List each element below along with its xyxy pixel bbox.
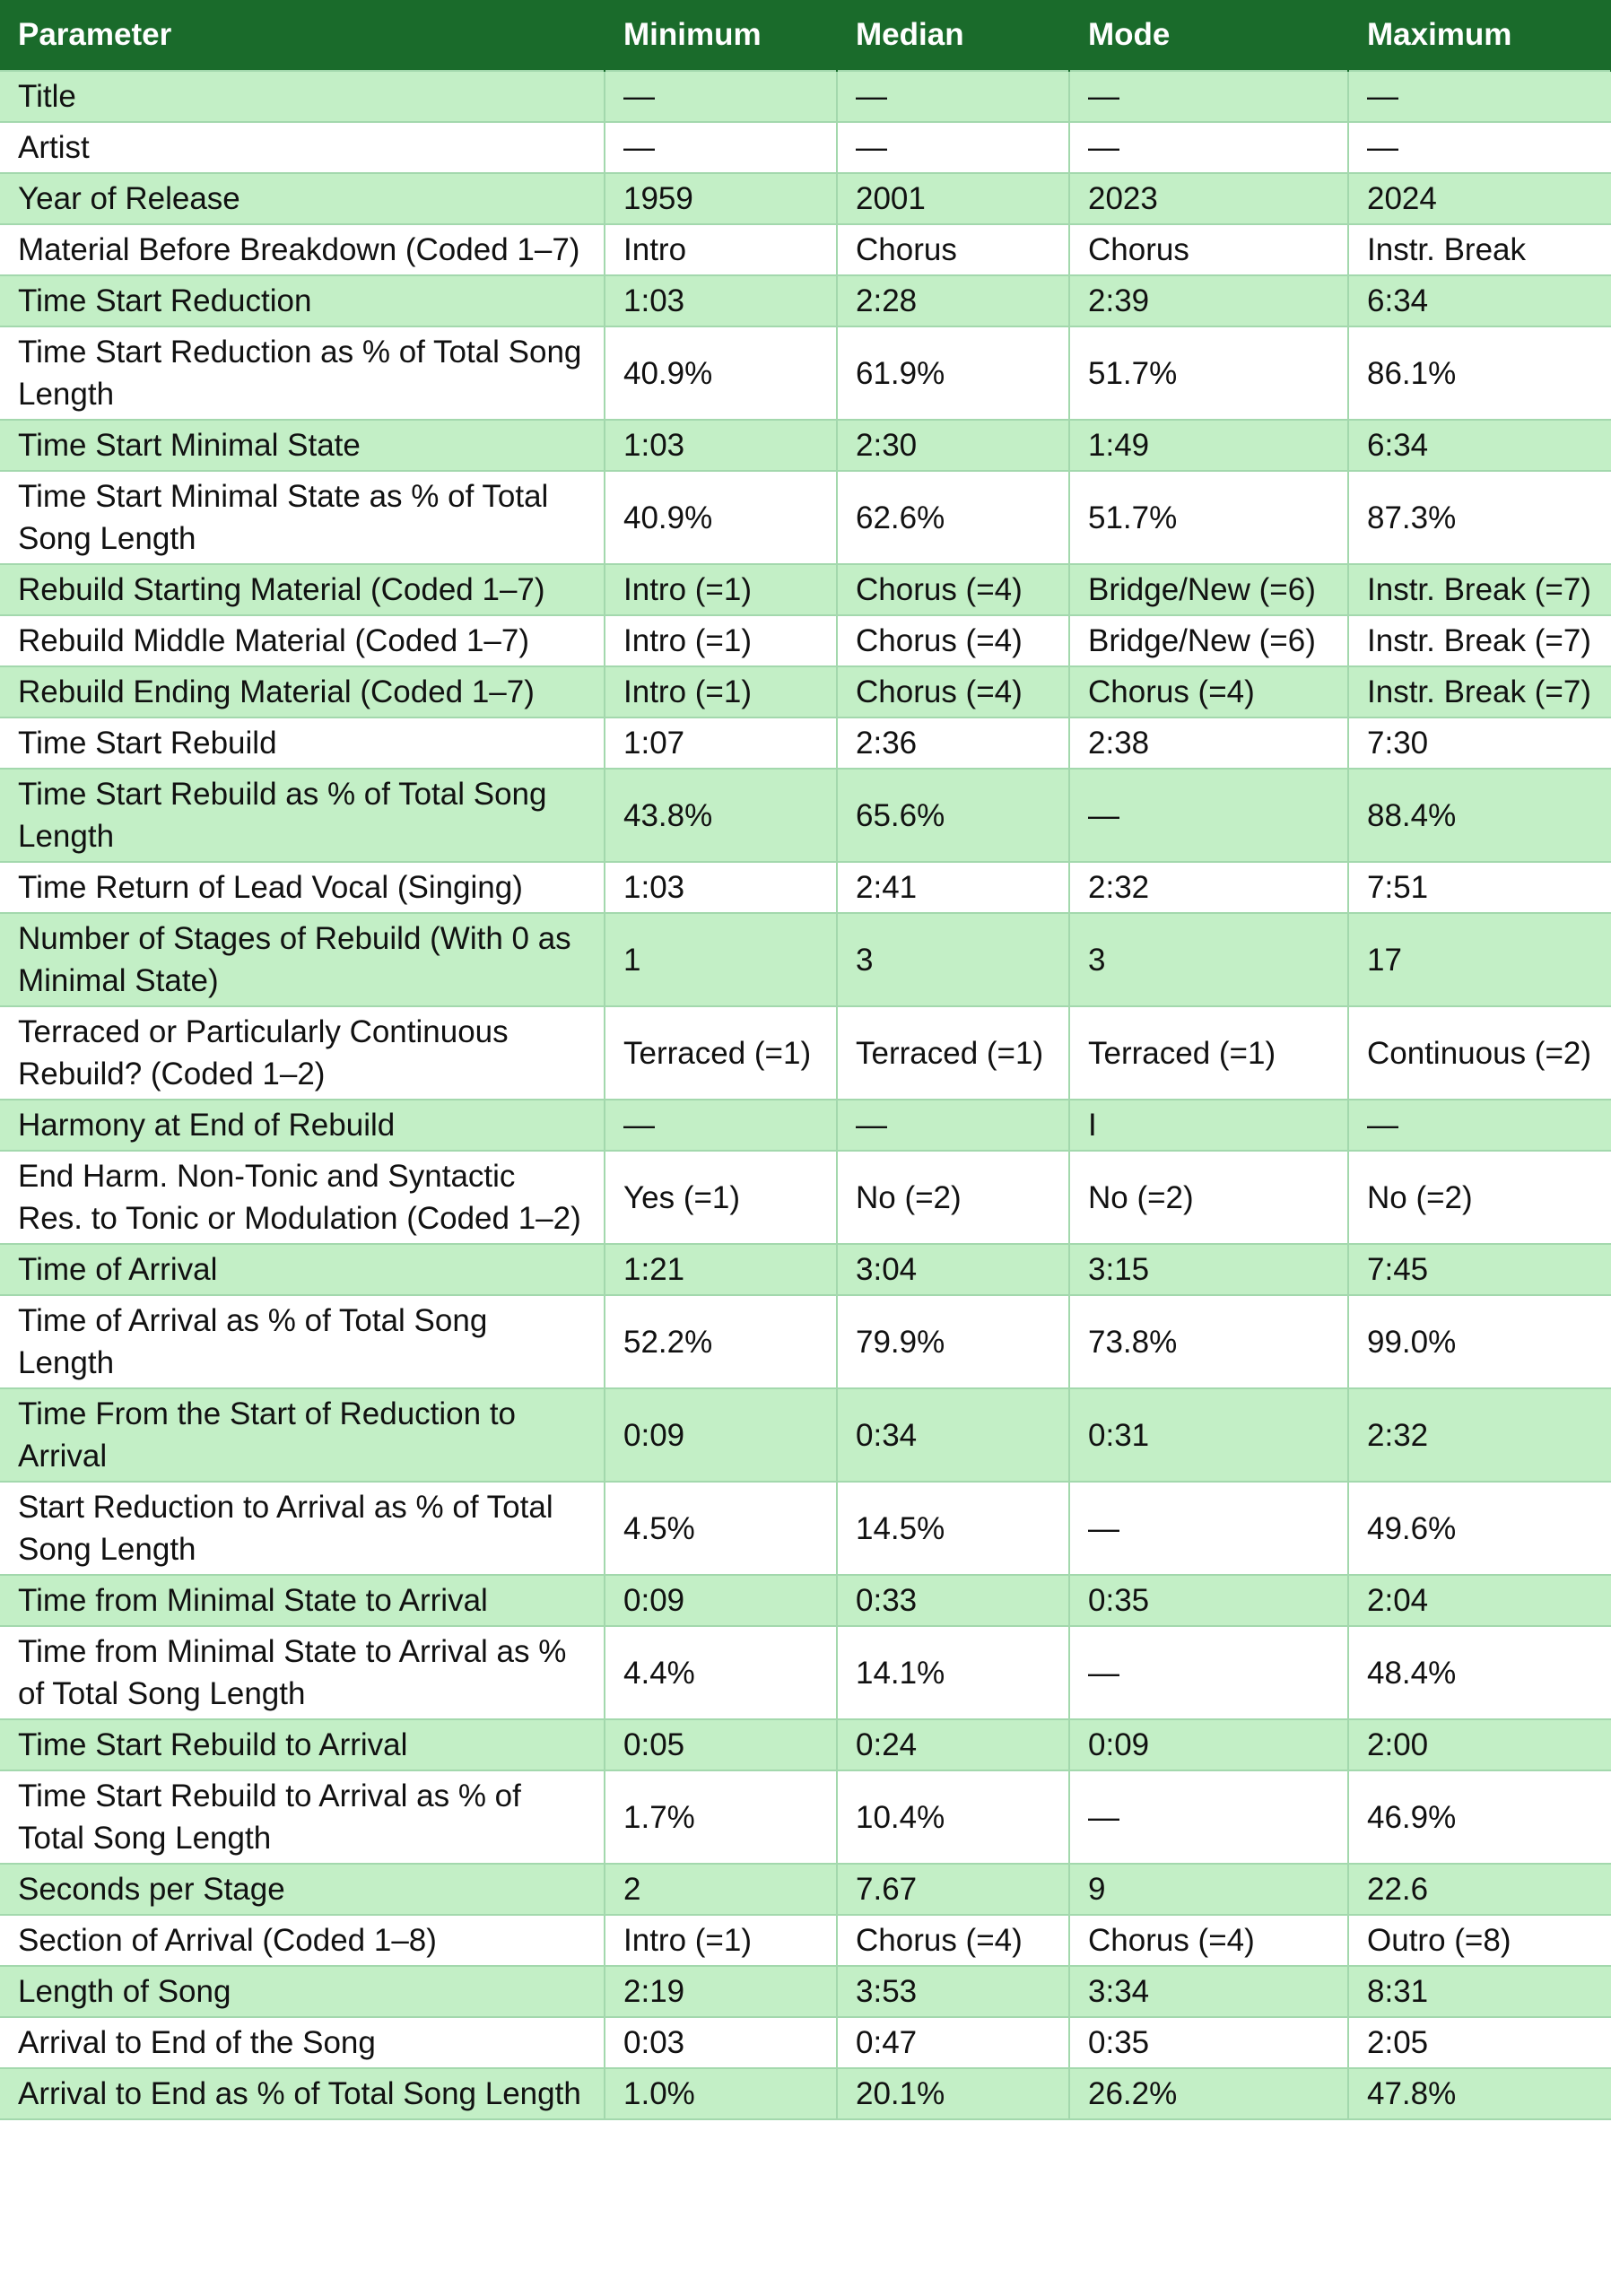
table-row — [0, 275, 1611, 326]
parameter-cell: Time Start Minimal State — [0, 420, 605, 471]
median-cell: 2:36 — [837, 718, 1069, 769]
minimum-cell: Intro (=1) — [605, 666, 837, 718]
parameter-cell: Title — [0, 71, 605, 122]
mode-cell: — — [1069, 1626, 1348, 1719]
minimum-cell: Intro — [605, 224, 837, 275]
table-row — [0, 1100, 1611, 1151]
table-row — [0, 2017, 1611, 2068]
mode-cell: Chorus (=4) — [1069, 1915, 1348, 1966]
mode-cell: 3:34 — [1069, 1966, 1348, 2017]
parameter-cell: Arrival to End of the Song — [0, 2017, 605, 2068]
parameter-cell: Time From the Start of Reduction to Arrival — [0, 1388, 605, 1482]
minimum-cell: 1:07 — [605, 718, 837, 769]
parameter-cell: Time Start Rebuild to Arrival as % of Total Song Length — [0, 1770, 605, 1864]
maximum-cell: — — [1348, 122, 1611, 173]
mode-cell: — — [1069, 122, 1348, 173]
maximum-cell: 2:04 — [1348, 1575, 1611, 1626]
median-cell: 14.1% — [837, 1626, 1069, 1719]
mode-cell: — — [1069, 1482, 1348, 1575]
maximum-cell: 88.4% — [1348, 769, 1611, 862]
minimum-cell: Yes (=1) — [605, 1151, 837, 1244]
parameter-cell: Material Before Breakdown (Coded 1–7) — [0, 224, 605, 275]
table-row — [0, 1388, 1611, 1482]
minimum-cell: Intro (=1) — [605, 615, 837, 666]
median-cell: Chorus (=4) — [837, 564, 1069, 615]
parameter-cell: Time Return of Lead Vocal (Singing) — [0, 862, 605, 913]
maximum-cell: 99.0% — [1348, 1295, 1611, 1388]
minimum-cell: 1:21 — [605, 1244, 837, 1295]
table-row — [0, 471, 1611, 564]
table-row — [0, 1770, 1611, 1864]
minimum-cell: Intro (=1) — [605, 564, 837, 615]
table-row — [0, 2068, 1611, 2119]
median-cell: 3:04 — [837, 1244, 1069, 1295]
parameter-cell: Year of Release — [0, 173, 605, 224]
header-parameter: Parameter — [0, 0, 605, 71]
table-row — [0, 1006, 1611, 1100]
median-cell: Chorus (=4) — [837, 1915, 1069, 1966]
table-row — [0, 326, 1611, 420]
parameter-cell: Rebuild Starting Material (Coded 1–7) — [0, 564, 605, 615]
median-cell: 0:33 — [837, 1575, 1069, 1626]
table-row — [0, 1151, 1611, 1244]
minimum-cell: Terraced (=1) — [605, 1006, 837, 1100]
median-cell: 3:53 — [837, 1966, 1069, 2017]
parameter-cell: Length of Song — [0, 1966, 605, 2017]
table-row — [0, 862, 1611, 913]
maximum-cell: 46.9% — [1348, 1770, 1611, 1864]
mode-cell: 51.7% — [1069, 326, 1348, 420]
header-median: Median — [837, 0, 1069, 71]
parameter-cell: Time Start Reduction — [0, 275, 605, 326]
mode-cell: 0:35 — [1069, 2017, 1348, 2068]
mode-cell: — — [1069, 769, 1348, 862]
maximum-cell: Outro (=8) — [1348, 1915, 1611, 1966]
parameter-cell: Rebuild Ending Material (Coded 1–7) — [0, 666, 605, 718]
median-cell: 2001 — [837, 173, 1069, 224]
minimum-cell: 1:03 — [605, 275, 837, 326]
mode-cell: 3 — [1069, 913, 1348, 1006]
maximum-cell: 7:45 — [1348, 1244, 1611, 1295]
table-row — [0, 1719, 1611, 1770]
minimum-cell: 0:03 — [605, 2017, 837, 2068]
minimum-cell: 1959 — [605, 173, 837, 224]
parameter-cell: Time from Minimal State to Arrival — [0, 1575, 605, 1626]
header-maximum: Maximum — [1348, 0, 1611, 71]
parameter-cell: Time Start Rebuild to Arrival — [0, 1719, 605, 1770]
table-row — [0, 1915, 1611, 1966]
median-cell: — — [837, 122, 1069, 173]
table-row — [0, 173, 1611, 224]
median-cell: 0:47 — [837, 2017, 1069, 2068]
table-row — [0, 1864, 1611, 1915]
median-cell: 2:30 — [837, 420, 1069, 471]
parameter-cell: Time Start Rebuild — [0, 718, 605, 769]
mode-cell: 1:49 — [1069, 420, 1348, 471]
maximum-cell: 2:32 — [1348, 1388, 1611, 1482]
parameter-cell: Time Start Reduction as % of Total Song Length — [0, 326, 605, 420]
maximum-cell: — — [1348, 71, 1611, 122]
median-cell: 79.9% — [837, 1295, 1069, 1388]
maximum-cell: 48.4% — [1348, 1626, 1611, 1719]
maximum-cell: 22.6 — [1348, 1864, 1611, 1915]
median-cell: 0:34 — [837, 1388, 1069, 1482]
median-cell: 65.6% — [837, 769, 1069, 862]
minimum-cell: — — [605, 71, 837, 122]
minimum-cell: 1:03 — [605, 862, 837, 913]
maximum-cell: Instr. Break — [1348, 224, 1611, 275]
maximum-cell: Instr. Break (=7) — [1348, 666, 1611, 718]
table-row — [0, 769, 1611, 862]
minimum-cell: 2 — [605, 1864, 837, 1915]
mode-cell: Terraced (=1) — [1069, 1006, 1348, 1100]
median-cell: 10.4% — [837, 1770, 1069, 1864]
table-row — [0, 666, 1611, 718]
maximum-cell: 2:05 — [1348, 2017, 1611, 2068]
median-cell: Chorus (=4) — [837, 666, 1069, 718]
parameter-cell: Time of Arrival as % of Total Song Length — [0, 1295, 605, 1388]
table-row — [0, 71, 1611, 122]
mode-cell: 2:38 — [1069, 718, 1348, 769]
table-row — [0, 564, 1611, 615]
median-cell: 0:24 — [837, 1719, 1069, 1770]
table-row — [0, 122, 1611, 173]
minimum-cell: 52.2% — [605, 1295, 837, 1388]
maximum-cell: 17 — [1348, 913, 1611, 1006]
mode-cell: 3:15 — [1069, 1244, 1348, 1295]
median-cell: No (=2) — [837, 1151, 1069, 1244]
parameter-cell: Seconds per Stage — [0, 1864, 605, 1915]
parameter-cell: Start Reduction to Arrival as % of Total Song Length — [0, 1482, 605, 1575]
mode-cell: 51.7% — [1069, 471, 1348, 564]
table-row — [0, 1966, 1611, 2017]
table-row — [0, 1295, 1611, 1388]
median-cell: 20.1% — [837, 2068, 1069, 2119]
mode-cell: 2:32 — [1069, 862, 1348, 913]
median-cell: 3 — [837, 913, 1069, 1006]
table-row — [0, 913, 1611, 1006]
minimum-cell: 4.4% — [605, 1626, 837, 1719]
parameter-cell: Terraced or Particularly Continuous Rebuild? (Coded 1–2) — [0, 1006, 605, 1100]
maximum-cell: Continuous (=2) — [1348, 1006, 1611, 1100]
mode-cell: 9 — [1069, 1864, 1348, 1915]
parameter-cell: Artist — [0, 122, 605, 173]
table-row — [0, 1575, 1611, 1626]
median-cell: — — [837, 71, 1069, 122]
mode-cell: Bridge/New (=6) — [1069, 615, 1348, 666]
minimum-cell: 4.5% — [605, 1482, 837, 1575]
parameter-cell: End Harm. Non-Tonic and Syntactic Res. to Tonic or Modulation (Coded 1–2) — [0, 1151, 605, 1244]
minimum-cell: 1 — [605, 913, 837, 1006]
table-row — [0, 1244, 1611, 1295]
mode-cell: 0:35 — [1069, 1575, 1348, 1626]
median-cell: 14.5% — [837, 1482, 1069, 1575]
minimum-cell: 40.9% — [605, 326, 837, 420]
table-row — [0, 718, 1611, 769]
mode-cell: 2023 — [1069, 173, 1348, 224]
maximum-cell: Instr. Break (=7) — [1348, 615, 1611, 666]
maximum-cell: — — [1348, 1100, 1611, 1151]
parameter-cell: Arrival to End as % of Total Song Length — [0, 2068, 605, 2119]
minimum-cell: 40.9% — [605, 471, 837, 564]
minimum-cell: 0:09 — [605, 1575, 837, 1626]
maximum-cell: 86.1% — [1348, 326, 1611, 420]
median-cell: — — [837, 1100, 1069, 1151]
header-row — [0, 0, 1611, 71]
mode-cell: Bridge/New (=6) — [1069, 564, 1348, 615]
table-row — [0, 224, 1611, 275]
table-row — [0, 615, 1611, 666]
minimum-cell: 0:05 — [605, 1719, 837, 1770]
mode-cell: 0:09 — [1069, 1719, 1348, 1770]
parameter-cell: Harmony at End of Rebuild — [0, 1100, 605, 1151]
minimum-cell: — — [605, 122, 837, 173]
median-cell: 62.6% — [837, 471, 1069, 564]
maximum-cell: 7:30 — [1348, 718, 1611, 769]
minimum-cell: 2:19 — [605, 1966, 837, 2017]
maximum-cell: 47.8% — [1348, 2068, 1611, 2119]
maximum-cell: 87.3% — [1348, 471, 1611, 564]
maximum-cell: No (=2) — [1348, 1151, 1611, 1244]
mode-cell: 0:31 — [1069, 1388, 1348, 1482]
median-cell: 2:28 — [837, 275, 1069, 326]
parameter-cell: Number of Stages of Rebuild (With 0 as Minimal State) — [0, 913, 605, 1006]
minimum-cell: 1:03 — [605, 420, 837, 471]
header-mode: Mode — [1069, 0, 1348, 71]
median-cell: 2:41 — [837, 862, 1069, 913]
table-row — [0, 420, 1611, 471]
mode-cell: Chorus — [1069, 224, 1348, 275]
median-cell: Terraced (=1) — [837, 1006, 1069, 1100]
maximum-cell: 7:51 — [1348, 862, 1611, 913]
maximum-cell: 2:00 — [1348, 1719, 1611, 1770]
table-body — [0, 71, 1611, 2119]
parameter-cell: Time Start Minimal State as % of Total Song Length — [0, 471, 605, 564]
mode-cell: Chorus (=4) — [1069, 666, 1348, 718]
maximum-cell: Instr. Break (=7) — [1348, 564, 1611, 615]
maximum-cell: 8:31 — [1348, 1966, 1611, 2017]
maximum-cell: 49.6% — [1348, 1482, 1611, 1575]
parameter-cell: Time of Arrival — [0, 1244, 605, 1295]
median-cell: 7.67 — [837, 1864, 1069, 1915]
parameter-cell: Rebuild Middle Material (Coded 1–7) — [0, 615, 605, 666]
median-cell: 61.9% — [837, 326, 1069, 420]
mode-cell: — — [1069, 71, 1348, 122]
minimum-cell: Intro (=1) — [605, 1915, 837, 1966]
minimum-cell: 0:09 — [605, 1388, 837, 1482]
parameter-cell: Time from Minimal State to Arrival as % of Total Song Length — [0, 1626, 605, 1719]
mode-cell: 73.8% — [1069, 1295, 1348, 1388]
maximum-cell: 6:34 — [1348, 420, 1611, 471]
parameter-cell: Time Start Rebuild as % of Total Song Length — [0, 769, 605, 862]
mode-cell: 26.2% — [1069, 2068, 1348, 2119]
minimum-cell: — — [605, 1100, 837, 1151]
table-header — [0, 0, 1611, 71]
table-row — [0, 1626, 1611, 1719]
mode-cell: No (=2) — [1069, 1151, 1348, 1244]
table-row — [0, 1482, 1611, 1575]
minimum-cell: 1.0% — [605, 2068, 837, 2119]
mode-cell: I — [1069, 1100, 1348, 1151]
mode-cell: 2:39 — [1069, 275, 1348, 326]
minimum-cell: 43.8% — [605, 769, 837, 862]
median-cell: Chorus — [837, 224, 1069, 275]
mode-cell: — — [1069, 1770, 1348, 1864]
parameter-cell: Section of Arrival (Coded 1–8) — [0, 1915, 605, 1966]
maximum-cell: 6:34 — [1348, 275, 1611, 326]
maximum-cell: 2024 — [1348, 173, 1611, 224]
minimum-cell: 1.7% — [605, 1770, 837, 1864]
header-minimum: Minimum — [605, 0, 837, 71]
median-cell: Chorus (=4) — [837, 615, 1069, 666]
